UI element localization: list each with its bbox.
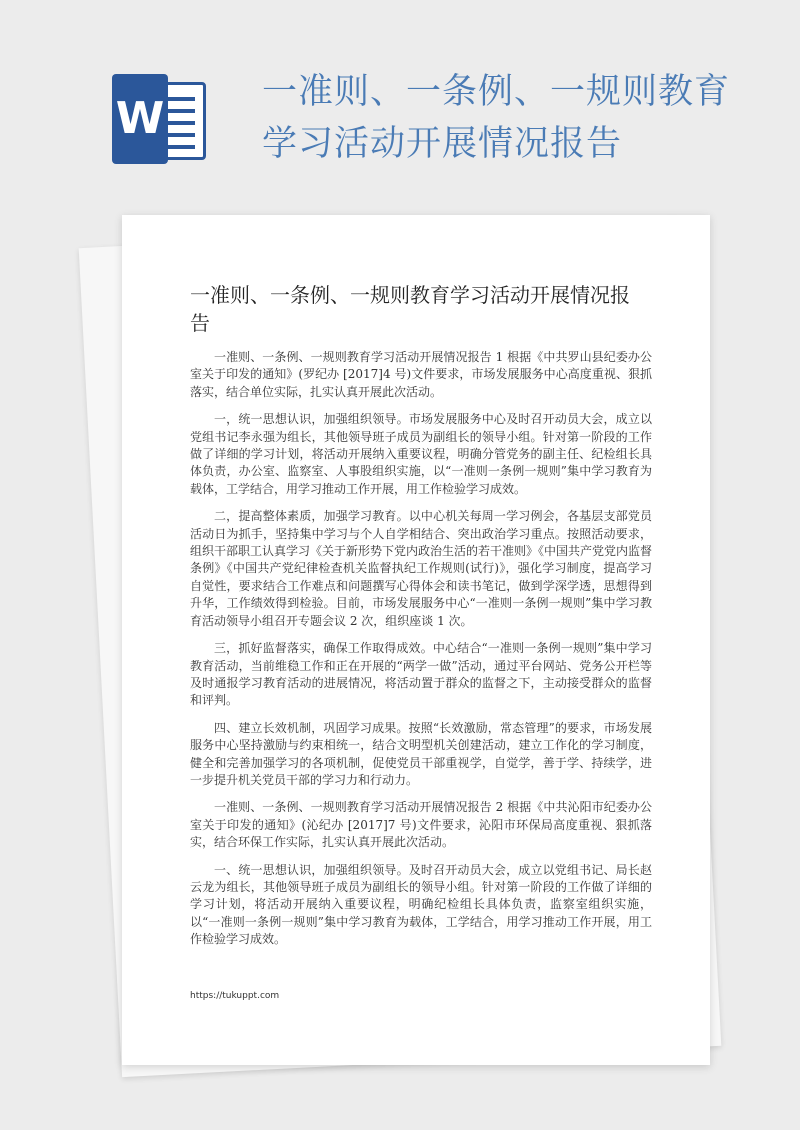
paragraph: 一准则、一条例、一规则教育学习活动开展情况报告 2 根据《中共沁阳市纪委办公室关于印发的通知》(沁纪办 [2017]7 号)文件要求，沁阳市环保局高度重视、狠抓落实，结合环保工作实际，扎实认真开展此次活动。 <box>190 800 652 850</box>
word-document-icon <box>112 74 208 164</box>
paragraph: 一、统一思想认识，加强组织领导。及时召开动员大会，成立以党组书记、局长赵云龙为组长，其他领导班子成员为副组长的领导小组。针对第一阶段的工作做了详细的学习计划，将活动开展纳入重要议程，明确纪检组长具体负责，监察室组织实施，以“一准则一条例一规则”集中学习教育为载体，工学结合，用学习推动工作开展，用工作检验学习成效。 <box>190 862 652 947</box>
word-letter-badge: W <box>112 74 168 164</box>
document-title: 一准则、一条例、一规则教育学习活动开展情况报告 <box>190 283 630 335</box>
header-title-line-1: 一准则、一条例、一规则教育 <box>262 72 731 112</box>
paragraph: 二，提高整体素质，加强学习教育。以中心机关每周一学习例会，各基层支部党员活动日为抓手，坚持集中学习与个人自学相结合、突出政治学习重点。按照活动要求，组织干部职工认真学习《关于新形势下党内政治生活的若干准则》《中国共产党党内监督条例》《中国共产党纪律检查机关监督执纪工作规则(试行)》，强化学习制度，提高学习自觉性，要求结合工作难点和问题撰写心得体会和读书笔记，做到学深学透，思想得到升华，工作绩效得到检验。目前，市场发展服务中心“一准则一条例一规则”集中学习教育活动领导小组召开专题会议 2 次，组织座谈 1 次。 <box>190 509 653 628</box>
document-page <box>122 215 710 1065</box>
footer-url: https://tukuppt.com <box>190 991 280 1001</box>
header-title <box>262 66 782 170</box>
paragraph: 一，统一思想认识，加强组织领导。市场发展服务中心及时召开动员大会，成立以党组书记李永强为组长，其他领导班子成员为副组长的领导小组。针对第一阶段的工作做了详细的学习计划，将活动开展纳入重要议程，明确分管党务的副主任、纪检组长具体负责，办公室、监察室、人事股组织实施，以“一准则一条例一规则”集中学习教育为载体，工学结合，用学习推动工作开展，用工作检验学习成效。 <box>190 412 652 496</box>
header-title-line-2: 学习活动开展情况报告 <box>262 124 623 164</box>
paragraph: 一准则、一条例、一规则教育学习活动开展情况报告 1 根据《中共罗山县纪委办公室关于印发的通知》(罗纪办 [2017]4 号)文件要求，市场发展服务中心高度重视、狠抓落实，结合单位实际，扎实认真开展此次活动。 <box>190 350 652 399</box>
document-body <box>190 349 652 959</box>
header-banner <box>0 0 800 210</box>
paragraph: 四、建立长效机制，巩固学习成果。按照“长效激励，常态管理”的要求，市场发展服务中心坚持激励与约束相统一，结合文明型机关创建活动，建立工作化的学习制度，健全和完善加强学习的各项机制，促使党员干部重视学，自觉学，善于学、持续学，进一步提升机关党员干部的学习力和行动力。 <box>190 720 652 787</box>
paragraph: 三，抓好监督落实，确保工作取得成效。中心结合“一准则一条例一规则”集中学习教育活动，当前维稳工作和正在开展的“两学一做”活动，通过平台网站、党务公开栏等及时通报学习教育活动的进展情况，将活动置于群众的监督之下，主动接受群众的监督和评判。 <box>190 641 652 708</box>
